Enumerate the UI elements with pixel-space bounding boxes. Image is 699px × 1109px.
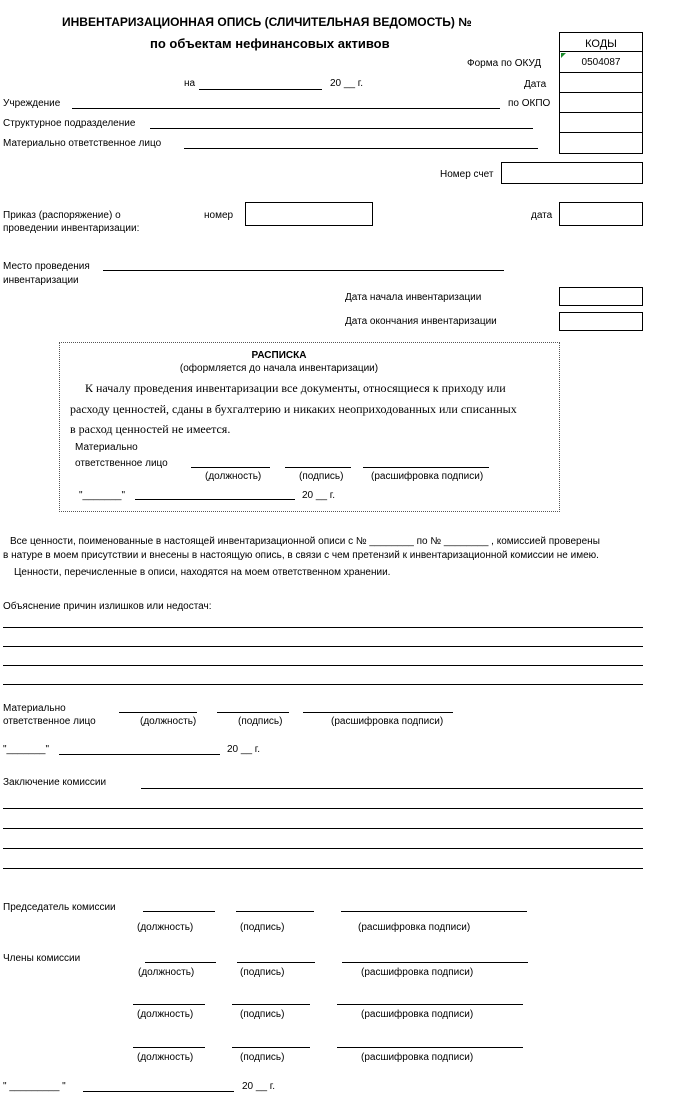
receipt-text-1: К началу проведения инвентаризации все документы, относящиеся к приходу или <box>85 381 506 395</box>
member-signature-caption: (подпись) <box>240 1009 285 1020</box>
order-label-2: проведении инвентаризации: <box>3 223 140 234</box>
member-decoding-input[interactable] <box>342 962 528 963</box>
order-date-input[interactable] <box>559 202 643 226</box>
receipt-text-2: расходу ценностей, сданы в бухгалтерию и никаких неоприходованных или списанных <box>70 402 517 416</box>
order-number-input[interactable] <box>245 202 373 226</box>
subdivision-input[interactable] <box>150 128 533 129</box>
member-position-input[interactable] <box>133 1047 205 1048</box>
member-decoding-input[interactable] <box>337 1047 523 1048</box>
member-signature-input[interactable] <box>232 1047 310 1048</box>
conclusion-line[interactable] <box>3 868 643 869</box>
order-label-1: Приказ (распоряжение) о <box>3 210 121 221</box>
receipt-title: РАСПИСКА <box>251 350 307 361</box>
receipt-person-1: Материально <box>75 442 138 453</box>
explanation-label: Объяснение причин излишков или недостач: <box>3 601 212 612</box>
chairman-decoding-input[interactable] <box>341 911 527 912</box>
codes-divider <box>559 51 643 52</box>
responsible-label: Материально ответственное лицо <box>3 138 162 149</box>
responsible-label-1: Материально <box>3 703 66 714</box>
chairman-label: Председатель комиссии <box>3 902 116 913</box>
explanation-line[interactable] <box>3 665 643 666</box>
receipt-year: 20 __ г. <box>302 490 336 501</box>
date-prefix: на <box>184 78 196 89</box>
responsible-input[interactable] <box>184 148 538 149</box>
responsible-year: 20 __ г. <box>227 744 261 755</box>
receipt-date-day[interactable]: "_______" <box>79 490 126 501</box>
responsible-decoding-caption: (расшифровка подписи) <box>331 716 444 727</box>
start-date-label: Дата начала инвентаризации <box>345 292 482 303</box>
chairman-signature-caption: (подпись) <box>240 922 285 933</box>
okpo-label: по ОКПО <box>508 98 551 109</box>
institution-input[interactable] <box>72 108 500 109</box>
responsible-date-day[interactable]: "_______" <box>3 744 50 755</box>
chairman-position-caption: (должность) <box>137 922 194 933</box>
explanation-line[interactable] <box>3 684 643 685</box>
codes-divider <box>559 132 643 133</box>
member-position-caption: (должность) <box>137 1052 194 1063</box>
responsible-position-caption: (должность) <box>140 716 197 727</box>
member-signature-input[interactable] <box>232 1004 310 1005</box>
member-decoding-caption: (расшифровка подписи) <box>361 1052 474 1063</box>
responsible-signature-input[interactable] <box>217 712 289 713</box>
codes-divider <box>559 112 643 113</box>
date-code-label: Дата <box>524 79 547 90</box>
subdivision-label: Структурное подразделение <box>3 118 136 129</box>
conclusion-line[interactable] <box>3 808 643 809</box>
institution-label: Учреждение <box>3 98 61 109</box>
codes-divider <box>559 92 643 93</box>
start-date-input[interactable] <box>559 287 643 306</box>
receipt-person-2: ответственное лицо <box>75 458 168 469</box>
place-label-2: инвентаризации <box>3 275 79 286</box>
end-date-label: Дата окончания инвентаризации <box>345 316 497 327</box>
account-number-label: Номер счет <box>440 169 494 180</box>
conclusion-line[interactable] <box>3 848 643 849</box>
explanation-line[interactable] <box>3 627 643 628</box>
member-position-input[interactable] <box>145 962 216 963</box>
responsible-signature-caption: (подпись) <box>238 716 283 727</box>
end-date-input[interactable] <box>559 312 643 331</box>
okud-label: Форма по ОКУД <box>467 58 542 69</box>
responsible-date-month[interactable] <box>59 754 220 755</box>
receipt-text-3: в расход ценностей не имеется. <box>70 422 231 436</box>
order-date-label: дата <box>531 210 553 221</box>
final-date-month[interactable] <box>83 1091 234 1092</box>
statement-line-1: Все ценности, поименованные в настоящей инвентаризационной описи с № ________ по № ________ , комиссией проверены <box>10 536 600 547</box>
place-label-1: Место проведения <box>3 261 90 272</box>
member-position-input[interactable] <box>133 1004 205 1005</box>
codes-header: КОДЫ <box>585 38 617 50</box>
conclusion-line[interactable] <box>141 788 643 789</box>
member-decoding-caption: (расшифровка подписи) <box>361 1009 474 1020</box>
receipt-decoding-input[interactable] <box>363 467 489 468</box>
chairman-position-input[interactable] <box>143 911 215 912</box>
member-signature-caption: (подпись) <box>240 967 285 978</box>
members-label: Члены комиссии <box>3 953 81 964</box>
form-subtitle: по объектам нефинансовых активов <box>150 36 390 51</box>
receipt-position-caption: (должность) <box>205 471 262 482</box>
receipt-subtitle: (оформляется до начала инвентаризации) <box>179 363 379 374</box>
codes-divider <box>559 72 643 73</box>
receipt-decoding-caption: (расшифровка подписи) <box>371 471 484 482</box>
statement-line-3: Ценности, перечисленные в описи, находятся на моем ответственном хранении. <box>14 567 391 578</box>
final-date-day[interactable]: " _________ " <box>3 1081 66 1092</box>
date-line[interactable] <box>199 89 322 90</box>
chairman-decoding-caption: (расшифровка подписи) <box>358 922 471 933</box>
statement-line-2: в натуре в моем присутствии и внесены в настоящую опись, в связи с чем претензий к инвентаризационной комиссии не имею. <box>3 550 599 561</box>
member-decoding-caption: (расшифровка подписи) <box>361 967 474 978</box>
receipt-position-input[interactable] <box>191 467 270 468</box>
chairman-signature-input[interactable] <box>236 911 314 912</box>
okud-value[interactable]: 0504087 <box>581 57 621 68</box>
final-year: 20 __ г. <box>242 1081 276 1092</box>
year-label: 20 __ г. <box>330 78 364 89</box>
place-input[interactable] <box>103 270 504 271</box>
form-title: ИНВЕНТАРИЗАЦИОННАЯ ОПИСЬ (СЛИЧИТЕЛЬНАЯ ВЕДОМОСТЬ) № <box>62 15 472 29</box>
order-number-label: номер <box>204 210 234 221</box>
receipt-signature-input[interactable] <box>285 467 351 468</box>
account-number-input[interactable] <box>501 162 643 184</box>
member-signature-caption: (подпись) <box>240 1052 285 1063</box>
responsible-decoding-input[interactable] <box>303 712 453 713</box>
receipt-signature-caption: (подпись) <box>299 471 344 482</box>
member-decoding-input[interactable] <box>337 1004 523 1005</box>
member-signature-input[interactable] <box>237 962 315 963</box>
conclusion-line[interactable] <box>3 828 643 829</box>
responsible-position-input[interactable] <box>119 712 197 713</box>
receipt-date-month[interactable] <box>135 499 295 500</box>
conclusion-label: Заключение комиссии <box>3 777 107 788</box>
responsible-label-2: ответственное лицо <box>3 716 96 727</box>
member-position-caption: (должность) <box>137 1009 194 1020</box>
member-position-caption: (должность) <box>138 967 195 978</box>
explanation-line[interactable] <box>3 646 643 647</box>
